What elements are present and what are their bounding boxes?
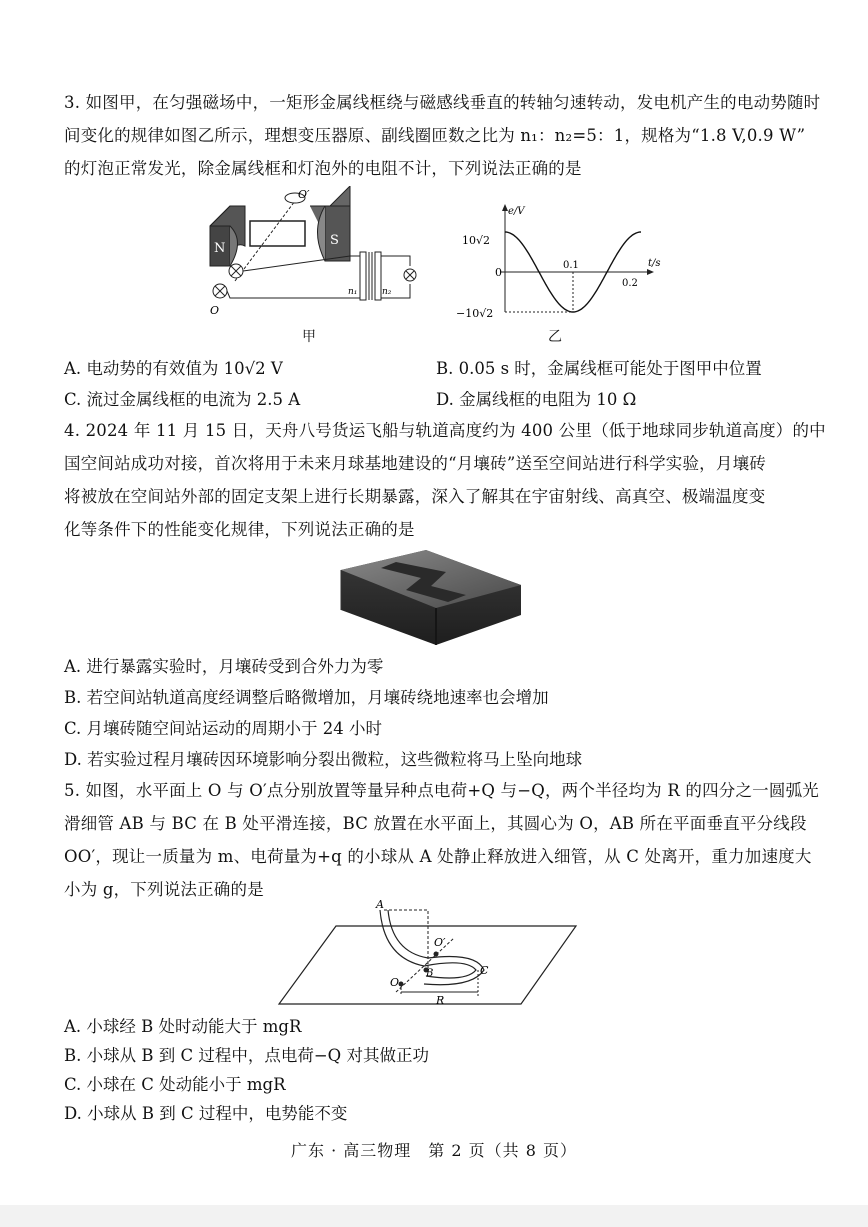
question-5-option-b: B. 小球从 B 到 C 过程中，点电荷−Q 对其做正功 bbox=[64, 1046, 429, 1065]
point-o-label: O bbox=[390, 976, 400, 989]
question-5-option-c: C. 小球在 C 处动能小于 mgR bbox=[64, 1075, 286, 1094]
question-3-line-3: 的灯泡正常发光，除金属线框和灯泡外的电阻不计，下列说法正确的是 bbox=[64, 159, 582, 178]
question-5-option-a: A. 小球经 B 处时动能大于 mgR bbox=[64, 1017, 302, 1036]
charged-tube-diagram bbox=[276, 896, 586, 1008]
question-4-option-b: B. 若空间站轨道高度经调整后略微增加，月壤砖绕地速率也会增加 bbox=[64, 688, 549, 707]
point-c-label: C bbox=[480, 964, 489, 977]
generator-diagram bbox=[200, 186, 425, 326]
question-3-option-b: B. 0.05 s 时，金属线框可能处于图甲中位置 bbox=[436, 359, 762, 378]
tick-positive-label: 10√2 bbox=[462, 234, 491, 247]
question-5-option-d: D. 小球从 B 到 C 过程中，电势能不变 bbox=[64, 1104, 348, 1123]
tick-negative-label: −10√2 bbox=[456, 307, 494, 320]
question-4-line-3: 将被放在空间站外部的固定支架上进行长期暴露，深入了解其在宇宙射线、高真空、极端温度变 bbox=[64, 487, 766, 506]
question-5-line-3: OO′，现让一质量为 m、电荷量为+q 的小球从 A 处静止释放进入细管，从 C 处离开，重力加速度大 bbox=[64, 847, 812, 866]
point-a-label: A bbox=[376, 898, 384, 911]
lunar-soil-brick-image bbox=[336, 540, 530, 648]
question-5-line-4: 小为 g，下列说法正确的是 bbox=[64, 880, 264, 899]
question-3-line-2: 间变化的规律如图乙所示，理想变压器原、副线圈匝数之比为 n₁：n₂=5：1，规格为“1.8 V,0.9 W” bbox=[64, 126, 806, 145]
tick-0.2-label: 0.2 bbox=[622, 278, 638, 289]
question-3-option-c: C. 流过金属线框的电流为 2.5 A bbox=[64, 390, 301, 409]
point-o-prime-label: O′ bbox=[434, 936, 446, 949]
figure-yi-caption: 乙 bbox=[548, 329, 562, 345]
o-prime-label: O′ bbox=[298, 188, 310, 201]
point-b-label: B bbox=[426, 968, 434, 979]
tick-zero-label: 0 bbox=[495, 266, 502, 279]
question-4-line-4: 化等条件下的性能变化规律，下列说法正确的是 bbox=[64, 520, 415, 539]
question-4-option-d: D. 若实验过程月壤砖因环境影响分裂出微粒，这些微粒将马上坠向地球 bbox=[64, 750, 583, 769]
question-3-option-a: A. 电动势的有效值为 10√2 V bbox=[64, 359, 283, 378]
o-label: O bbox=[210, 304, 220, 317]
tick-0.1-label: 0.1 bbox=[563, 260, 579, 271]
question-4-line-1: 4. 2024 年 11 月 15 日，天舟八号货运飞船与轨道高度约为 400 公里（低于地球同步轨道高度）的中 bbox=[64, 421, 826, 440]
question-4-option-c: C. 月壤砖随空间站运动的周期小于 24 小时 bbox=[64, 719, 383, 738]
question-4-option-a: A. 进行暴露实验时，月壤砖受到合外力为零 bbox=[64, 657, 384, 676]
emf-time-chart bbox=[450, 200, 665, 325]
question-3-option-d: D. 金属线框的电阻为 10 Ω bbox=[436, 390, 637, 409]
s-pole-label: S bbox=[330, 233, 339, 248]
radius-label: R bbox=[436, 994, 445, 1007]
n-pole-label: N bbox=[214, 241, 226, 256]
y-axis-label: e/V bbox=[508, 206, 525, 217]
n2-label: n₂ bbox=[382, 287, 392, 297]
x-axis-label: t/s bbox=[648, 258, 661, 269]
page-footer: 广东 · 高三物理 第 2 页（共 8 页） bbox=[291, 1141, 577, 1160]
question-4-line-2: 国空间站成功对接，首次将用于未来月球基地建设的“月壤砖”送至空间站进行科学实验，月壤砖 bbox=[64, 454, 766, 473]
question-3-line-1: 3. 如图甲，在匀强磁场中，一矩形金属线框绕与磁感线垂直的转轴匀速转动，发电机产生的电动势随时 bbox=[64, 93, 821, 112]
question-5-line-2: 滑细管 AB 与 BC 在 B 处平滑连接，BC 放置在水平面上，其圆心为 O，AB 所在平面垂直平分线段 bbox=[64, 814, 807, 833]
n1-label: n₁ bbox=[348, 287, 358, 297]
scan-bottom-edge bbox=[0, 1205, 868, 1227]
figure-jia-caption: 甲 bbox=[302, 329, 316, 345]
question-5-line-1: 5. 如图，水平面上 O 与 O′点分别放置等量异种点电荷+Q 与−Q，两个半径均为 R 的四分之一圆弧光 bbox=[64, 781, 819, 800]
